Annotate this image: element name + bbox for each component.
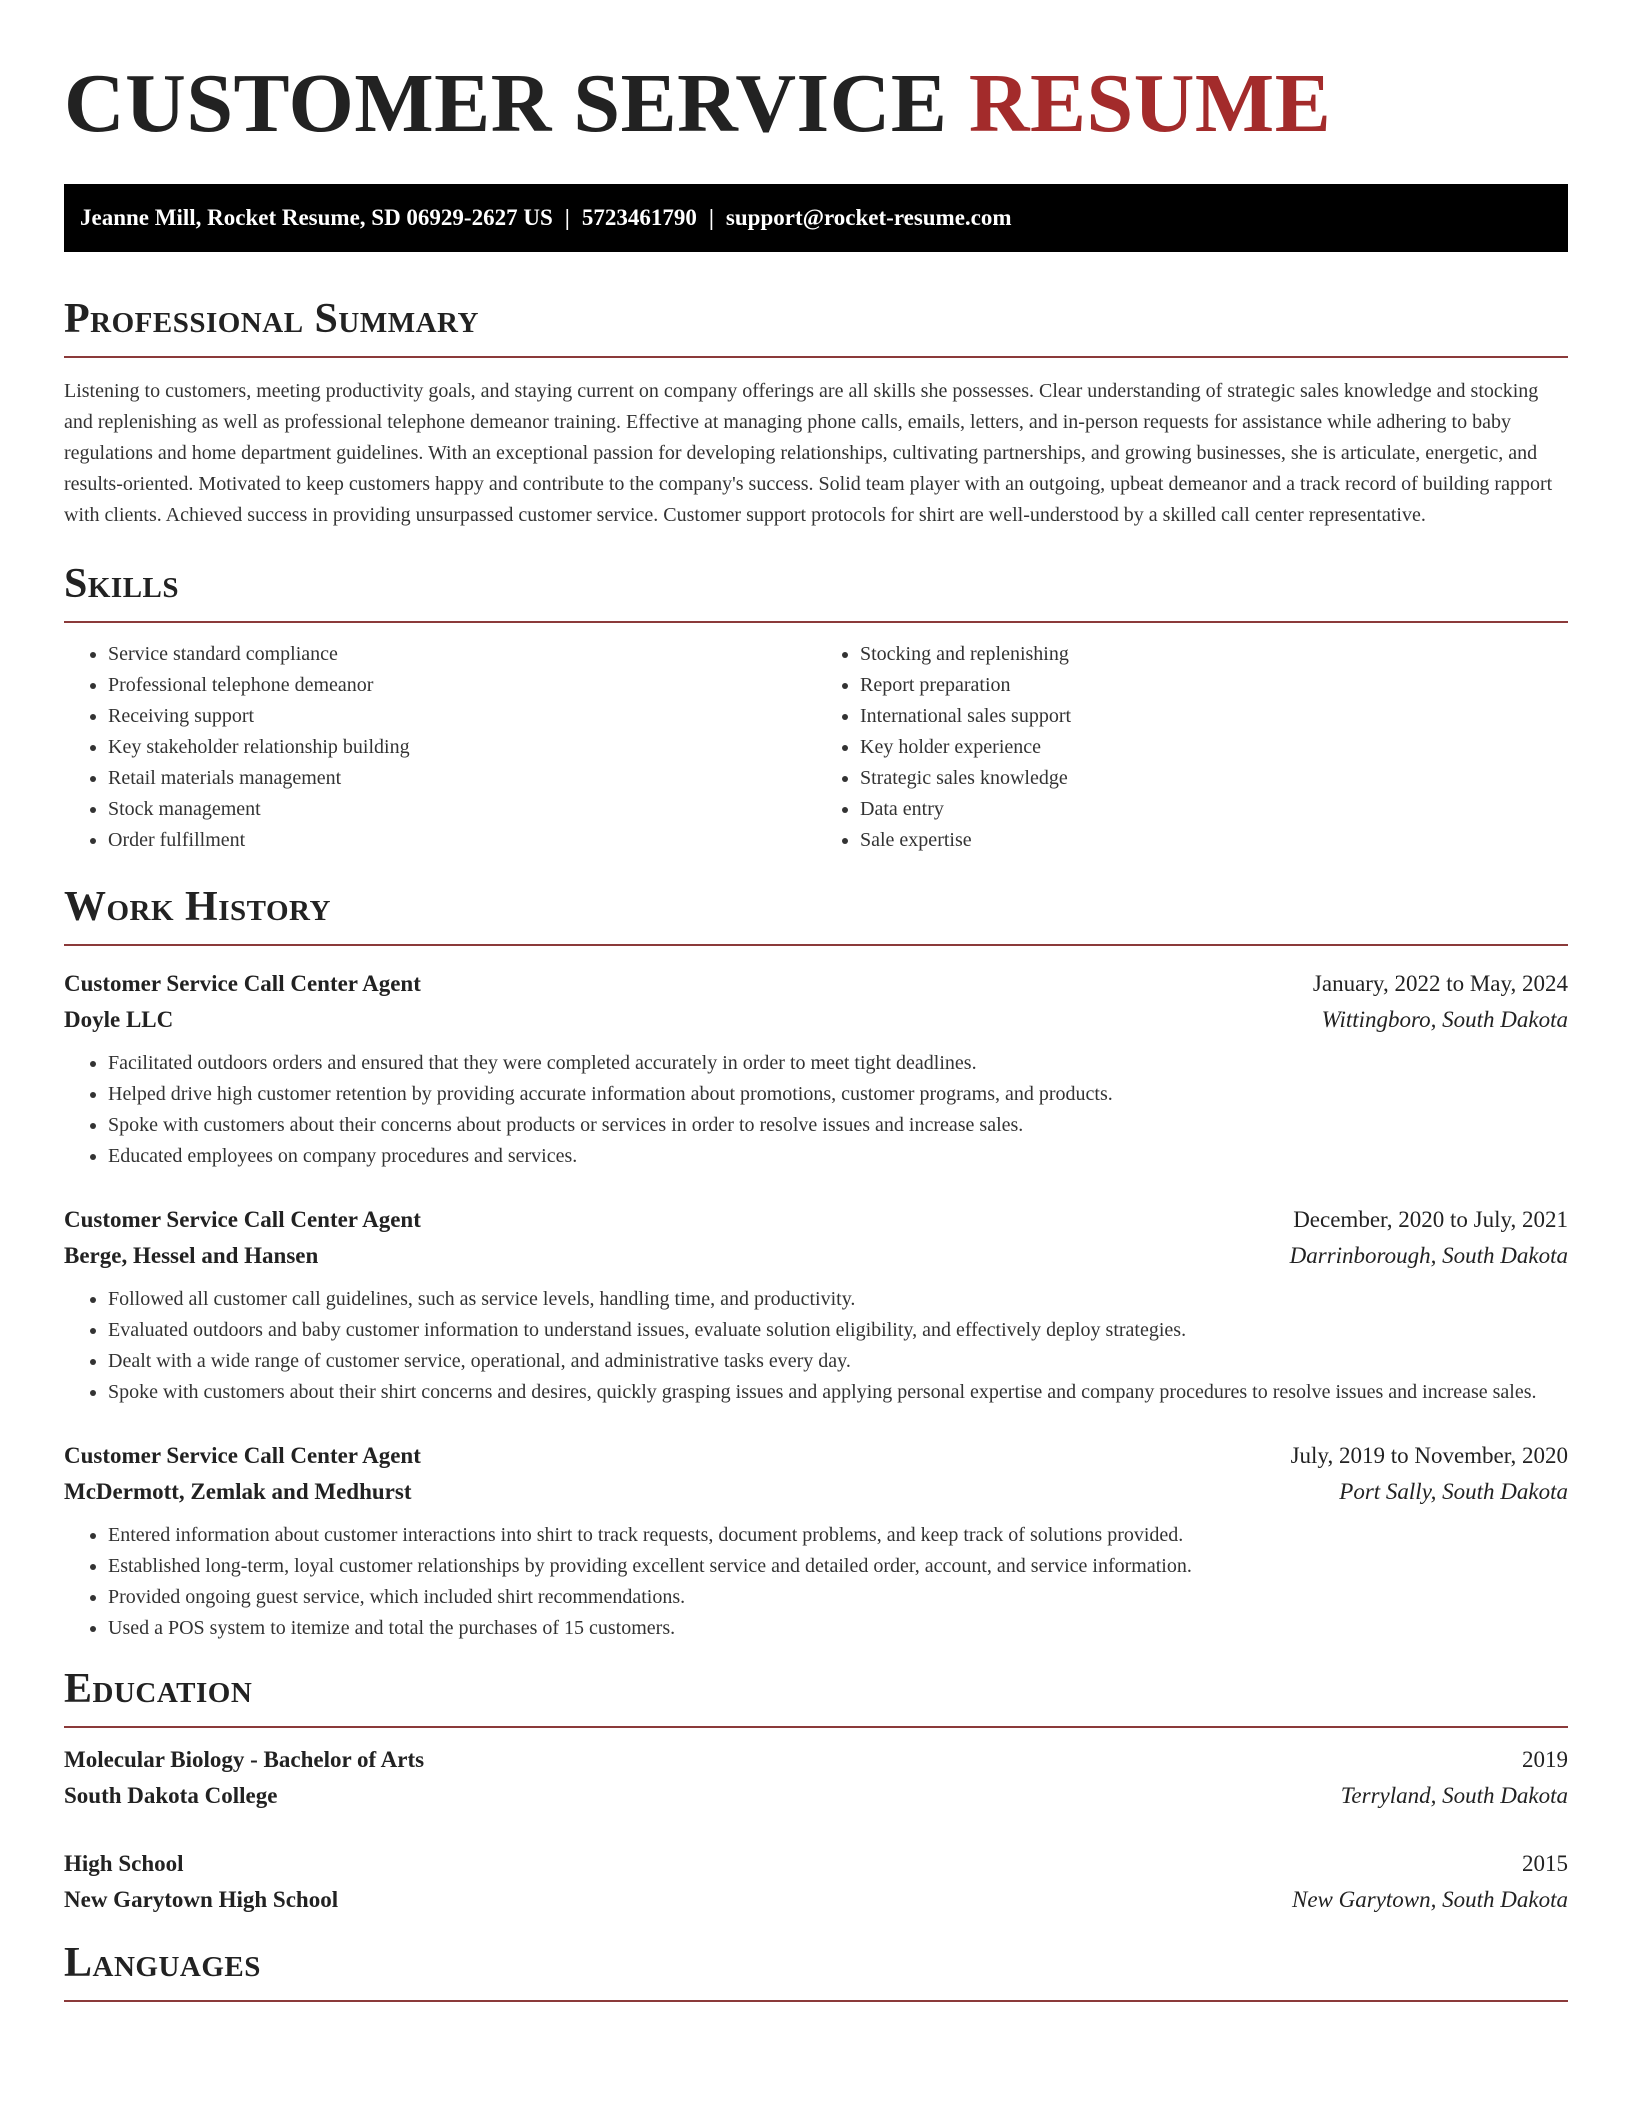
job-header-row <box>64 1438 1568 1474</box>
education-entry <box>64 1846 1568 1918</box>
contact-phone: 5723461790 <box>581 205 697 230</box>
contact-separator: | <box>564 205 570 230</box>
job-location: Wittingboro, South Dakota <box>1321 1007 1568 1032</box>
job-duty: • Established long-term, loyal customer relationships by providing excellent service and detailed order, account, and service information. <box>108 1551 1568 1582</box>
education-year: 2019 <box>1522 1747 1568 1772</box>
job-company: Berge, Hessel and Hansen <box>64 1243 319 1268</box>
summary-heading: Professional Summary <box>64 296 1568 358</box>
skill-item: • Strategic sales knowledge <box>860 763 1568 794</box>
education-school: South Dakota College <box>64 1783 278 1808</box>
resume-title <box>64 0 1568 150</box>
education-location: New Garytown, South Dakota <box>1292 1887 1568 1912</box>
job-entry <box>64 1202 1568 1408</box>
education-school-row <box>64 1778 1568 1814</box>
skill-item: • Stocking and replenishing <box>860 639 1568 670</box>
skills-heading: Skills <box>64 561 1568 623</box>
skill-item: • Service standard compliance <box>108 639 816 670</box>
education-year: 2015 <box>1522 1851 1568 1876</box>
job-duty: • Provided ongoing guest service, which included shirt recommendations. <box>108 1582 1568 1613</box>
job-dates: January, 2022 to May, 2024 <box>1312 971 1568 996</box>
job-company-row <box>64 1002 1568 1038</box>
education-heading: Education <box>64 1666 1568 1728</box>
education-school-row <box>64 1882 1568 1918</box>
education-header-row <box>64 1742 1568 1778</box>
job-duties-list <box>64 1284 1568 1408</box>
job-entry <box>64 966 1568 1172</box>
education-school: New Garytown High School <box>64 1887 339 1912</box>
job-duty: • Used a POS system to itemize and total the purchases of 15 customers. <box>108 1613 1568 1644</box>
summary-section <box>64 296 1568 531</box>
work-history-heading: Work History <box>64 884 1568 946</box>
skill-item: • Key holder experience <box>860 732 1568 763</box>
contact-separator: | <box>708 205 714 230</box>
contact-bar <box>64 184 1568 252</box>
skill-item: • Retail materials management <box>108 763 816 794</box>
job-location: Port Sally, South Dakota <box>1339 1479 1568 1504</box>
job-title: Customer Service Call Center Agent <box>64 971 421 996</box>
job-duty: • Entered information about customer interactions into shirt to track requests, document problems, and keep track of solutions provided. <box>108 1520 1568 1551</box>
contact-address: Jeanne Mill, Rocket Resume, SD 06929-2627 US <box>80 205 553 230</box>
education-degree: High School <box>64 1851 184 1876</box>
job-location: Darrinborough, South Dakota <box>1289 1243 1568 1268</box>
job-company: Doyle LLC <box>64 1007 174 1032</box>
summary-text: Listening to customers, meeting productivity goals, and staying current on company offerings are all skills she possesses. Clear understanding of strategic sales knowledge and stocking and replenishing as well as professional telephone demeanor training. Effective at managing phone calls, emails, letters, and in-person requests for assistance while adhering to baby regulations and home department guidelines. With an exceptional passion for developing relationships, cultivating partnerships, and growing businesses, she is articulate, energetic, and results-oriented. Motivated to keep customers happy and contribute to the company's success. Solid team player with an outgoing, upbeat demeanor and a track record of building rapport with clients. Achieved success in providing unsurpassed customer service. Customer support protocols for shirt are well-understood by a skilled call center representative. <box>64 380 1553 526</box>
work-history-section <box>64 884 1568 1644</box>
skills-list-left <box>64 639 816 856</box>
title-main: CUSTOMER SERVICE <box>64 57 948 150</box>
job-duty: • Facilitated outdoors orders and ensured that they were completed accurately in order to meet tight deadlines. <box>108 1048 1568 1079</box>
skill-item: • Order fulfillment <box>108 825 816 856</box>
languages-heading: Languages <box>64 1940 1568 2002</box>
job-dates: July, 2019 to November, 2020 <box>1290 1443 1568 1468</box>
skill-item: • Stock management <box>108 794 816 825</box>
skill-item: • Data entry <box>860 794 1568 825</box>
job-company-row <box>64 1474 1568 1510</box>
job-duty: • Spoke with customers about their shirt concerns and desires, quickly grasping issues and applying personal expertise and company procedures to resolve issues and increase sales. <box>108 1377 1568 1408</box>
title-accent: RESUME <box>968 57 1332 150</box>
education-entry <box>64 1742 1568 1814</box>
job-duty: • Spoke with customers about their concerns about products or services in order to resolve issues and increase sales. <box>108 1110 1568 1141</box>
job-header-row <box>64 1202 1568 1238</box>
skill-item: • Sale expertise <box>860 825 1568 856</box>
job-entry <box>64 1438 1568 1644</box>
skills-section <box>64 561 1568 856</box>
job-company: McDermott, Zemlak and Medhurst <box>64 1479 412 1504</box>
job-duty: • Helped drive high customer retention by providing accurate information about promotions, customer programs, and products. <box>108 1079 1568 1110</box>
job-company-row <box>64 1238 1568 1274</box>
skills-column-right <box>816 639 1568 856</box>
job-title: Customer Service Call Center Agent <box>64 1207 421 1232</box>
job-duty: • Evaluated outdoors and baby customer information to understand issues, evaluate solution eligibility, and effectively deploy strategies. <box>108 1315 1568 1346</box>
skill-item: • Professional telephone demeanor <box>108 670 816 701</box>
job-duty: • Followed all customer call guidelines, such as service levels, handling time, and productivity. <box>108 1284 1568 1315</box>
job-title: Customer Service Call Center Agent <box>64 1443 421 1468</box>
job-duties-list <box>64 1048 1568 1172</box>
education-section <box>64 1666 1568 1918</box>
skills-grid <box>64 639 1568 856</box>
job-duty: • Dealt with a wide range of customer service, operational, and administrative tasks every day. <box>108 1346 1568 1377</box>
job-duties-list <box>64 1520 1568 1644</box>
skill-item: • International sales support <box>860 701 1568 732</box>
skills-list-right <box>816 639 1568 856</box>
skill-item: • Report preparation <box>860 670 1568 701</box>
job-dates: December, 2020 to July, 2021 <box>1293 1207 1568 1232</box>
skill-item: • Receiving support <box>108 701 816 732</box>
education-degree: Molecular Biology - Bachelor of Arts <box>64 1747 425 1772</box>
skills-column-left <box>64 639 816 856</box>
languages-section <box>64 1940 1568 2002</box>
contact-email: support@rocket-resume.com <box>725 205 1012 230</box>
education-location: Terryland, South Dakota <box>1340 1783 1568 1808</box>
education-header-row <box>64 1846 1568 1882</box>
job-header-row <box>64 966 1568 1002</box>
skill-item: • Key stakeholder relationship building <box>108 732 816 763</box>
job-duty: • Educated employees on company procedures and services. <box>108 1141 1568 1172</box>
